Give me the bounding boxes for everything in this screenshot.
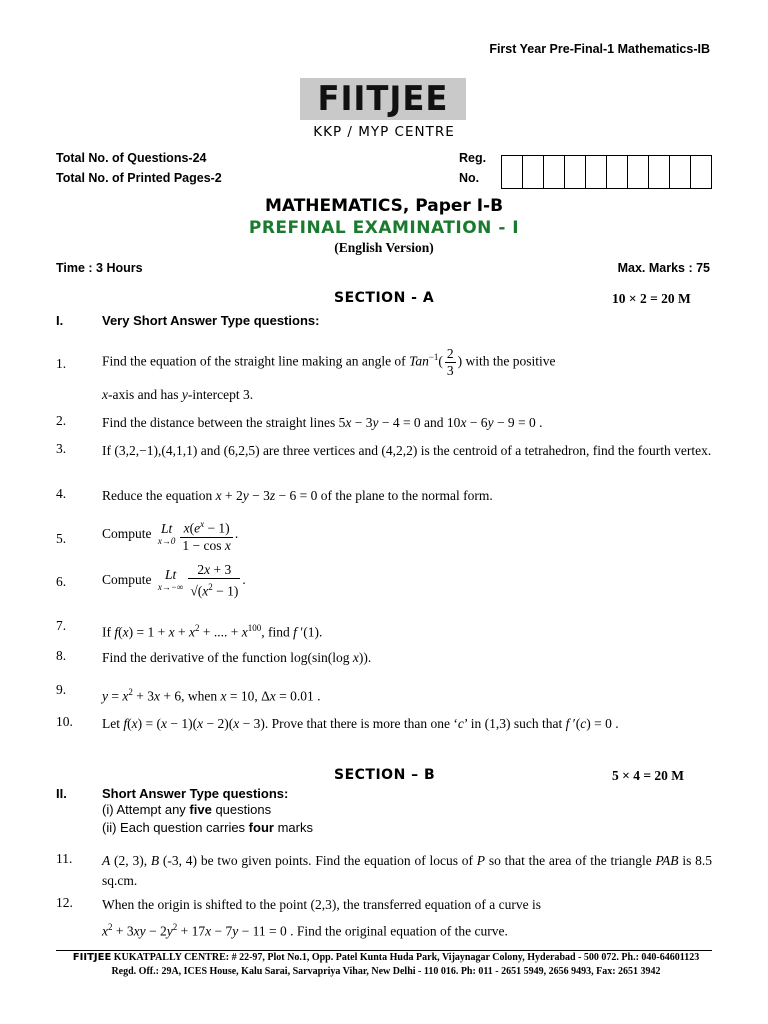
reg-box — [565, 156, 586, 188]
question-2: Find the distance between the straight lines 5x − 3y − 4 = 0 and 10x − 6y − 9 = 0 . — [102, 415, 543, 430]
section-a-heading: Very Short Answer Type questions: — [102, 313, 320, 328]
question-number: 3. — [56, 441, 67, 456]
section-b-title: SECTION – B — [334, 767, 436, 783]
question-10: Let f(x) = (x − 1)(x − 2)(x − 3). Prove that there is more than one ‘c’ in (1,3) such that f ′(c) = 0 . — [102, 716, 619, 731]
reg-box — [607, 156, 628, 188]
question-number: 4. — [56, 486, 67, 501]
reg-box — [649, 156, 670, 188]
question-12-cont: $x^2 + 3xy - 2y^2 + 17x - 7y - 11 = 0$ . Find the original equation of the curve. — [102, 922, 508, 939]
question-number: 11. — [56, 851, 73, 866]
reg-box — [670, 156, 691, 188]
reg-box — [523, 156, 544, 188]
max-marks: Max. Marks : 75 — [617, 261, 710, 275]
exam-title: PREFINAL EXAMINATION - I — [248, 218, 520, 238]
question-12: When the origin is shifted to the point (2,3), the transferred equation of a curve is — [102, 897, 541, 912]
note-text: (ii) Each question carries — [102, 820, 249, 835]
footer-address-1 — [56, 952, 716, 963]
question-7: If $f(x) = 1 + x + x^2$ + .... + $x^{100}$, find f ′(1). — [102, 623, 323, 640]
section-b-marks: 5 × 4 = 20 M — [612, 768, 685, 783]
reg-box — [502, 156, 523, 188]
question-5: Compute Lt x→0 $\frac{x(e^x - 1)}{\text{1 − cos x}}$ . — [102, 516, 712, 554]
question-number: 9. — [56, 682, 67, 697]
section-b-heading: Short Answer Type questions: — [102, 786, 289, 801]
section-b-roman: II. — [56, 786, 67, 801]
question-number: 12. — [56, 895, 73, 910]
question-9: $y = x^2 + 3x + 6$, when x = 10, Δx = 0.01 . — [102, 687, 321, 704]
footer-divider — [56, 950, 712, 951]
note-text: (i) Attempt any — [102, 802, 190, 817]
document-header-label: First Year Pre-Final-1 Mathematics-IB — [489, 42, 710, 56]
question-number: 5. — [56, 531, 67, 546]
total-pages: Total No. of Printed Pages-2 — [56, 171, 222, 185]
logo-text: FIITJEE — [317, 79, 449, 119]
reg-box — [544, 156, 565, 188]
total-questions: Total No. of Questions-24 — [56, 151, 207, 165]
question-number: 10. — [56, 714, 73, 729]
question-number: 7. — [56, 618, 67, 633]
paper-title: MATHEMATICS, Paper I-B — [264, 196, 504, 216]
reg-box — [586, 156, 607, 188]
centre-name: KKP / MYP CENTRE — [313, 124, 455, 140]
question-1-cont: x-axis and has y-intercept 3. — [102, 387, 254, 402]
section-b-note-2 — [102, 820, 313, 835]
footer-address-2: Regd. Off.: 29A, ICES House, Kalu Sarai, Sarvapriya Vihar, New Delhi - 110 016. Ph: 011 - 2651 5949, 2656 9493, Fax: 2651 3942 — [111, 966, 661, 977]
note-text: questions — [211, 802, 272, 817]
question-number: 6. — [56, 574, 67, 589]
reg-box — [628, 156, 649, 188]
reg-box — [691, 156, 711, 188]
time-label: Time : 3 Hours — [56, 261, 143, 275]
fiitjee-logo — [300, 78, 466, 120]
no-label: No. — [459, 171, 480, 185]
footer-line-1: KUKATPALLY CENTRE: # 22-97, Plot No.1, Opp. Patel Kunta Huda Park, Vijaynagar Colony, Hyderabad - 500 072. Ph.: 040-64601123 — [113, 952, 700, 963]
question-1: Find the equation of the straight line making an angle of Tan$^{-1}$( $\frac{2}{3}$ ) with the positive — [102, 346, 556, 378]
section-b-note-1 — [102, 802, 271, 817]
note-text: marks — [273, 820, 313, 835]
question-number: 1. — [56, 356, 67, 371]
question-11: A (2, 3), B (-3, 4) be two given points. Find the equation of locus of P so that the area of the triangle PAB is 8.5 sq.cm. — [102, 853, 712, 888]
footer-logo: FIITJEE — [72, 952, 112, 963]
question-number: 2. — [56, 413, 67, 428]
question-number: 8. — [56, 648, 67, 663]
question-6: Compute Lt x→−∞ $\frac{2x + 3}{√(x^2 - 1)}$ . — [102, 562, 246, 599]
note-emphasis: five — [189, 802, 212, 817]
section-a-roman: I. — [56, 313, 64, 328]
section-a-marks: 10 × 2 = 20 M — [612, 291, 691, 306]
reg-label: Reg. — [459, 151, 487, 165]
question-8: Find the derivative of the function log(sin(log x)). — [102, 650, 372, 665]
section-a-title: SECTION - A — [334, 290, 435, 306]
registration-number-boxes — [501, 155, 712, 189]
question-3: If (3,2,−1),(4,1,1) and (6,2,5) are three vertices and (4,2,2) is the centroid of a tetrahedron, find the fourth vertex. — [102, 443, 712, 458]
question-4: Reduce the equation x + 2y − 3z − 6 = 0 of the plane to the normal form. — [102, 488, 493, 503]
note-emphasis: four — [248, 820, 274, 835]
version-label: (English Version) — [334, 240, 434, 255]
